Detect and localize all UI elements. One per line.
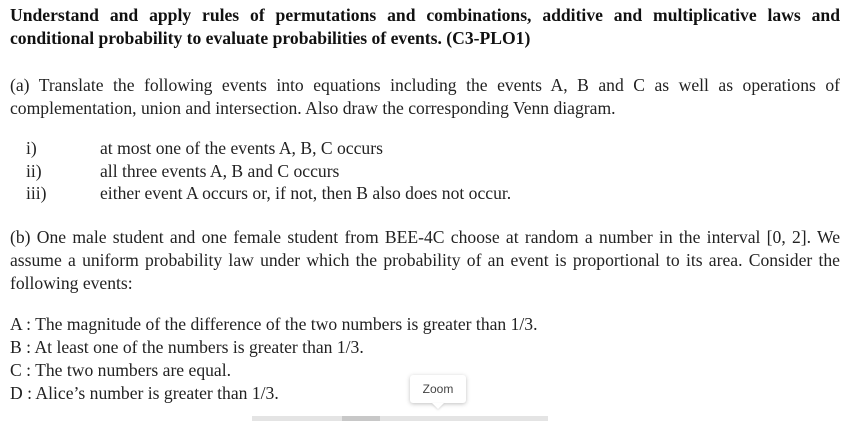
item-text: at most one of the events A, B, C occurs	[100, 138, 383, 158]
event-a-definition: A : The magnitude of the difference of the two numbers is greater than 1/3.	[10, 313, 538, 334]
item-text: all three events A, B and C occurs	[100, 160, 340, 181]
document-page	[10, 4, 840, 405]
zoom-tooltip[interactable]	[410, 375, 466, 403]
item-number: i)	[26, 138, 37, 158]
event-c-definition: C : The two numbers are equal.	[10, 359, 232, 380]
scrollbar-thumb[interactable]	[342, 416, 380, 421]
list-item	[10, 182, 840, 205]
learning-outcome-heading: Understand and apply rules of permutations and combinations, additive and multiplicative laws and conditional probability to evaluate probabilities of events. (C3-PLO1)	[10, 5, 840, 48]
item-number: iii)	[26, 183, 47, 203]
part-a-items-list	[10, 137, 840, 205]
event-b-definition: B : At least one of the numbers is greater than 1/3.	[10, 336, 364, 357]
part-b-question: (b) One male student and one female student from BEE-4C choose at random a number in the interval [0, 2]. We assume a uniform probability law under which the probability of an event is proportional to its area. Consider the following events:	[10, 226, 840, 293]
item-text: either event A occurs or, if not, then B also does not occur.	[100, 183, 512, 203]
zoom-tooltip-label: Zoom	[422, 382, 454, 396]
event-d-definition: D : Alice’s number is greater than 1/3.	[10, 382, 279, 403]
horizontal-scrollbar[interactable]	[252, 416, 548, 421]
list-item	[10, 160, 840, 183]
item-number: ii)	[26, 160, 42, 181]
part-a-question: (a) Translate the following events into equations including the events A, B and C as well as operations of complementation, union and intersection. Also draw the corresponding Venn diagram.	[10, 75, 840, 118]
list-item	[10, 137, 840, 160]
